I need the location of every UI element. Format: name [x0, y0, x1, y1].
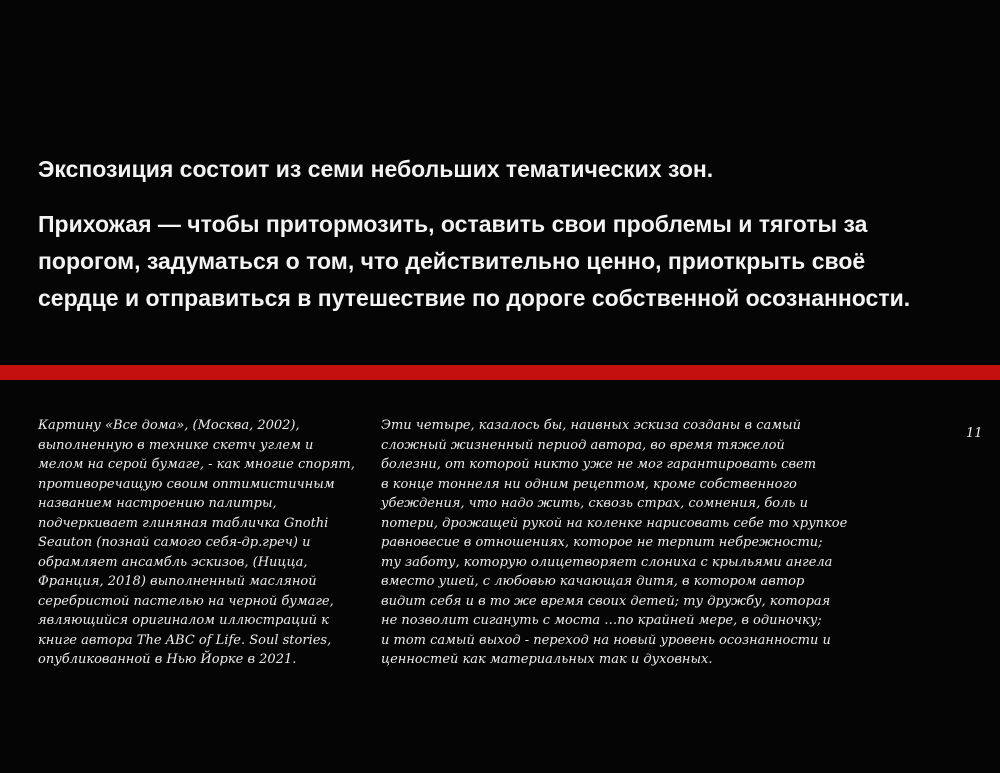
text-line: вместо ушей, с любовью качающая дитя, в котором автор — [381, 574, 805, 589]
text-line: Картину «Все дома», (Москва, 2002), — [38, 418, 300, 433]
text-line: Франция, 2018) выполненный масляной — [38, 574, 317, 589]
text-line: видит себя и в то же время своих детей; ту дружбу, которая — [381, 593, 831, 609]
text-line: потери, дрожащей рукой на коленке нарисовать себе то хрупкое — [381, 515, 848, 531]
text-line: серебристой пастелью на черной бумаге, — [38, 593, 334, 609]
text-line: опубликованной в Нью Йорке в 2021. — [38, 652, 297, 667]
text-line: Эти четыре, казалось бы, наивных эскиза созданы в самый — [381, 418, 801, 433]
text-line: не позволит сигануть с моста …по крайней мере, в одиночку; — [381, 613, 822, 628]
intro-paragraph: Прихожая — чтобы притормозить, оставить свои проблемы и тяготы за порогом, задуматься о том, что действительно ценно, приоткрыть своё сердце и отправиться в путешествие по дороге собственной осознанности. — [38, 211, 911, 311]
text-line: Seauton (познай самого себя-др.греч) и — [38, 535, 311, 550]
text-line: подчеркивает глиняная табличка Gnothi — [38, 515, 329, 531]
text-line: в конце тоннеля ни одним рецептом, кроме собственного — [381, 476, 797, 492]
text-line: книге автора The ABC of Life. Soul stories, — [38, 632, 332, 648]
text-line: убеждения, что надо жить, сквозь страх, сомнения, боль и — [381, 496, 808, 511]
right-text-column — [381, 416, 871, 670]
text-line: ценностей как материальных так и духовных. — [381, 652, 713, 667]
text-line: мелом на серой бумаге, - как многие спорят, — [38, 457, 355, 472]
page-number: 11 — [966, 426, 983, 441]
text-line: обрамляет ансамбль эскизов, (Ницца, — [38, 554, 308, 570]
text-line: сложный жизненный период автора, во время тяжелой — [381, 437, 785, 453]
text-line: противоречащую своим оптимистичным — [38, 476, 335, 492]
text-line: и тот самый выход - переход на новый уровень осознанности и — [381, 632, 831, 648]
red-divider-band — [0, 365, 1000, 380]
text-line: выполненную в технике скетч углем и — [38, 437, 314, 453]
section-heading: Экспозиция состоит из семи небольших тематических зон. — [38, 156, 714, 182]
text-line: болезни, от которой никто уже не мог гарантировать свет — [381, 457, 817, 472]
text-line: являющийся оригиналом иллюстраций к — [38, 613, 329, 628]
text-line: названием настроению палитры, — [38, 496, 277, 511]
text-line: равновесие в отношениях, которое не терпит небрежности; — [381, 535, 823, 550]
left-text-column — [38, 416, 368, 670]
text-line: ту заботу, которую олицетворяет слониха с крыльями ангела — [381, 554, 833, 570]
